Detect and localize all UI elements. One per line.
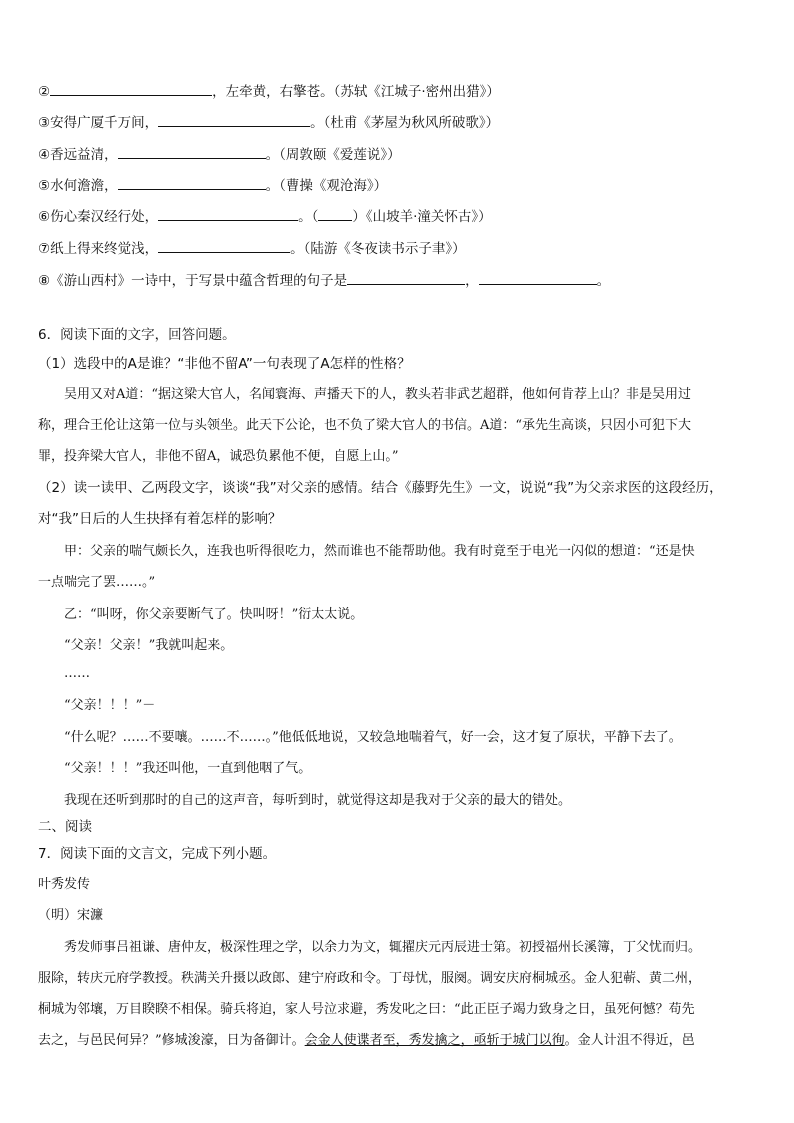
q6-yi-line1: 乙：“叫呀，你父亲要断气了。快叫呀！”衍太太说。 [64, 607, 364, 622]
fill-item-7 [38, 239, 466, 258]
q6-yi-line6: 我现在还听到那时的自己的这声音，每听到时，就觉得这却是我对于父亲的最大的错处。 [64, 793, 572, 808]
item-text: ⑥伤心秦汉经行处， [38, 209, 159, 225]
fill-item-5 [38, 176, 387, 195]
q7-p-line3: 桐城为邻壤，万目睽睽不相保。骑兵将迫，家人号泣求避，秀发叱之曰：“此正臣子竭力致身之日，虽死何憾？苟先 [38, 1002, 695, 1017]
q7-work-title: 叶秀发传 [38, 877, 91, 892]
q6-yi-line4: “什么呢？……不要嚷。……不……。”他低低地说，又较急地喘着气，好一会，这才复了原状，平静下去了。 [64, 730, 682, 745]
author-blank[interactable] [318, 207, 352, 221]
q6-yi-ellipsis: …… [64, 666, 90, 681]
item-source: 。（陆游《冬夜读书示子聿》） [290, 241, 466, 257]
fill-item-4 [38, 145, 401, 164]
q7-p-line2: 服除，转庆元府学教授。秩满关升摄以政郎、建宁府政和令。丁母忧，服阕。调安庆府桐城丞。金人犯蕲、黄二州， [38, 971, 702, 986]
item-text: ，左牵黄，右擎苍。（苏轼《江城子·密州出猎》） [212, 84, 500, 100]
text-segment: 去之，与邑民何异？”修城浚濠，日为备御计。 [38, 1033, 305, 1048]
q6-jia-line2: 一点喘完了罢……。” [38, 575, 156, 590]
answer-blank[interactable] [118, 145, 266, 159]
item-source: ）《山坡羊·潼关怀古》） [352, 209, 492, 225]
answer-blank[interactable] [50, 82, 212, 96]
item-text: ⑦纸上得来终觉浅， [38, 241, 159, 257]
q6-p1-line3: 罪，投奔梁大官人，非他不留A，诚恐负累他不便，自愿上山。” [38, 449, 399, 464]
item-text: 。（ [298, 209, 319, 225]
q6-sub1: （1）选段中的A是谁？“非他不留A”一句表现了A怎样的性格？ [38, 356, 411, 372]
answer-blank[interactable] [158, 207, 298, 221]
item-text: ， [465, 273, 479, 289]
item-source: 。（曹操《观沧海》） [265, 178, 388, 194]
answer-blank[interactable] [118, 176, 266, 190]
item-text: ⑤水何澹澹， [38, 178, 118, 194]
text-segment: 。金人计沮不得近，邑 [564, 1033, 695, 1048]
q6-yi-line3: “父亲！！！”－ [64, 698, 156, 713]
underlined-sentence: 会金人使谍者至，秀发擒之，亟斩于城门以徇 [304, 1033, 565, 1048]
fill-item-8 [38, 271, 610, 290]
q6-p1-line1: 吴用又对A道：“据这梁大官人，名闻寰海、声播天下的人，教头若非武艺超群，他如何肯荐上山？非是吴用过 [64, 387, 692, 402]
q6-p1-line2: 称，理合王伦让这第一位与头领坐。此天下公论，也不负了梁大官人的书信。A道：“承先生高谈，只因小可犯下大 [38, 418, 692, 433]
item-source: 。（周敦颐《爱莲说》） [265, 147, 401, 163]
fill-item-3 [38, 113, 499, 132]
q7-title: 7．阅读下面的文言文，完成下列小题。 [38, 846, 277, 862]
answer-blank[interactable] [158, 113, 310, 127]
item-text: ④香远益清， [38, 147, 118, 163]
item-text: ⑧《游山西村》一诗中，于写景中蕴含哲理的句子是 [38, 273, 348, 289]
q6-yi-line2: “父亲！父亲！”我就叫起来。 [64, 638, 234, 653]
section-heading: 二、阅读 [38, 819, 92, 835]
item-text: 。 [596, 273, 611, 289]
fill-item-6 [38, 207, 492, 226]
answer-blank-1[interactable] [347, 271, 465, 285]
q6-title: 6．阅读下面的文字，回答问题。 [38, 327, 236, 343]
item-text: ③安得广厦千万间， [38, 115, 159, 131]
answer-blank[interactable] [158, 239, 290, 253]
answer-blank-2[interactable] [479, 271, 597, 285]
q6-jia-line1: 甲：父亲的喘气颇长久，连我也听得很吃力，然而谁也不能帮助他。我有时竟至于电光一闪似的想道：“还是快 [64, 544, 695, 559]
item-number: ② [38, 84, 51, 100]
q6-sub2-line1: （2）读一读甲、乙两段文字，谈谈“我”对父亲的感情。结合《藤野先生》一文，说说“我”为父亲求医的这段经历， [38, 480, 723, 496]
q6-yi-line5: “父亲！！！”我还叫他，一直到他咽了气。 [64, 761, 312, 776]
q6-sub2-line2: 对“我”日后的人生抉择有着怎样的影响？ [38, 511, 282, 527]
q7-p-line1: 秀发师事吕祖谦、唐仲友，极深性理之学，以余力为文，辄擢庆元丙辰进士第。初授福州长溪簿，丁父忧而归。 [64, 940, 702, 955]
item-source: 。（杜甫《茅屋为秋风所破歌》） [310, 115, 500, 131]
q7-p-line4 [38, 1032, 695, 1050]
fill-item-2 [38, 82, 500, 101]
q7-author: （明）宋濂 [38, 908, 104, 923]
